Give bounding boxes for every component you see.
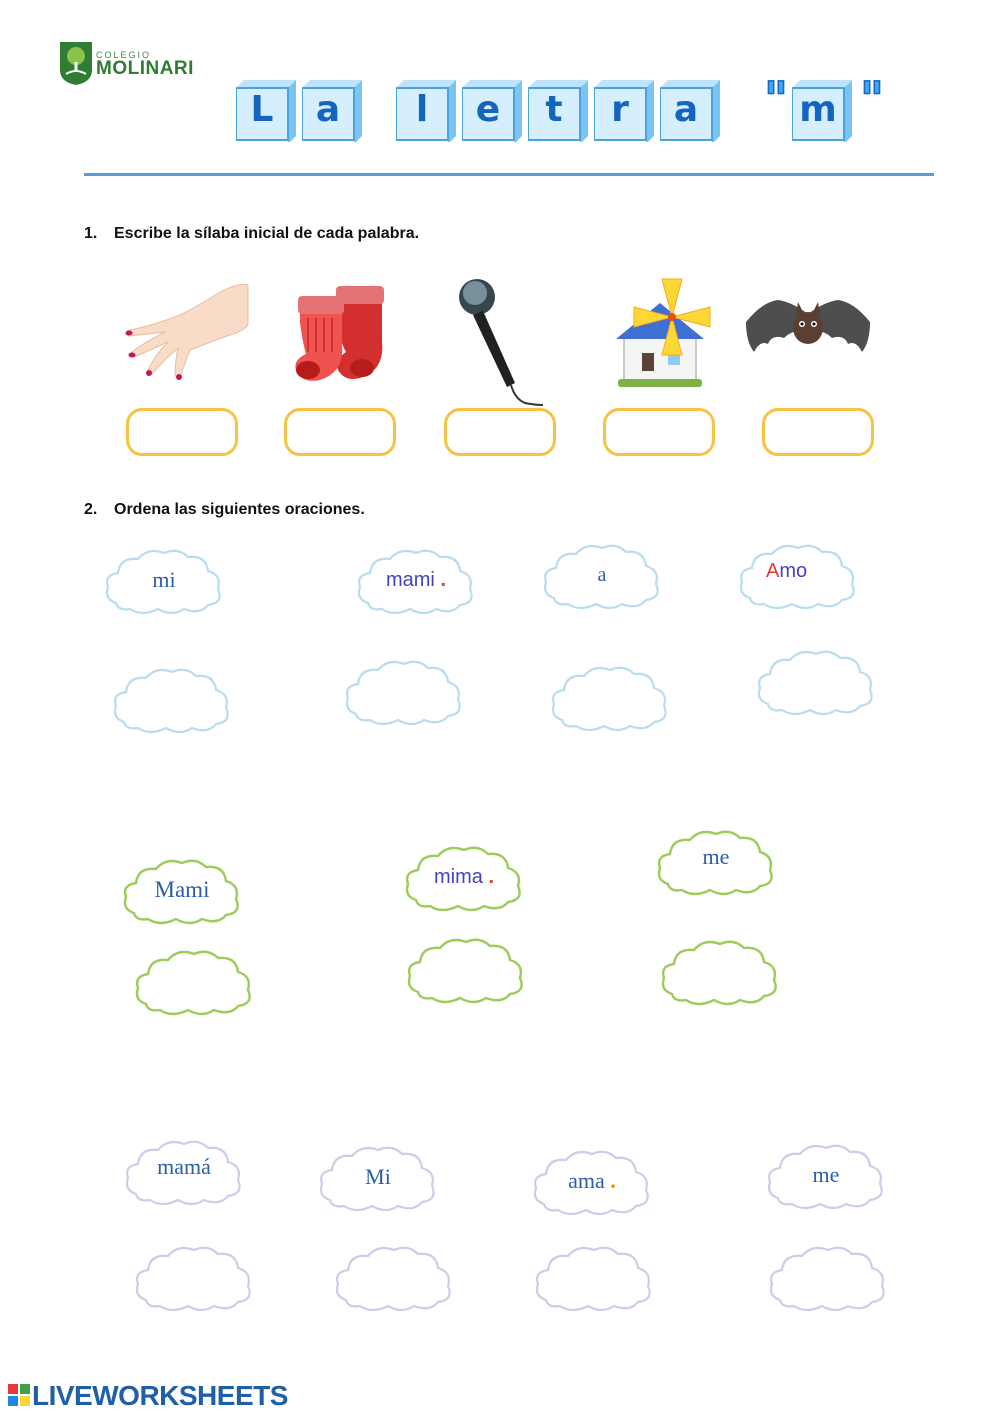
word-cloud[interactable] xyxy=(122,1136,246,1206)
title-open-quote: " xyxy=(764,72,788,126)
answer-input-1[interactable] xyxy=(126,408,238,456)
cloud-word: Mi xyxy=(365,1164,391,1189)
empty-answer-cloud[interactable] xyxy=(532,1242,656,1312)
liveworksheets-brand[interactable]: LIVEWORKSHEETS xyxy=(32,1380,288,1411)
liveworksheets-logo-icon xyxy=(8,1384,30,1411)
cloud-word: a xyxy=(597,563,607,586)
word-cloud[interactable] xyxy=(736,540,860,610)
empty-answer-cloud[interactable] xyxy=(754,646,878,716)
title-block xyxy=(236,80,292,136)
title-letter: L xyxy=(250,89,274,130)
title-letter: a xyxy=(673,89,699,130)
word-cloud[interactable] xyxy=(530,1146,654,1216)
title-letter: r xyxy=(611,89,629,130)
cloud-word: mi xyxy=(152,567,176,592)
header-divider xyxy=(84,173,934,176)
windmill-icon xyxy=(612,275,712,400)
empty-answer-cloud[interactable] xyxy=(342,656,466,726)
cloud-word: mima xyxy=(433,865,483,888)
title-close-quote: " xyxy=(860,72,884,126)
title-letter: a xyxy=(315,89,341,130)
empty-answer-cloud[interactable] xyxy=(658,936,782,1006)
answer-input-3[interactable] xyxy=(444,408,556,456)
logo-small-text: COLEGIO xyxy=(96,50,152,60)
empty-answer-cloud[interactable] xyxy=(132,1242,256,1312)
school-logo xyxy=(58,40,94,86)
cloud-word: Mami xyxy=(154,877,210,902)
page-title xyxy=(236,72,896,144)
exercise-number: 1. xyxy=(84,225,98,242)
microphone-icon xyxy=(455,275,565,415)
title-block xyxy=(462,80,518,136)
title-block xyxy=(302,80,358,136)
word-cloud[interactable] xyxy=(402,842,526,912)
cloud-word: ama xyxy=(568,1168,605,1193)
answer-input-4[interactable] xyxy=(603,408,715,456)
title-letter: e xyxy=(475,89,501,130)
title-letter: m xyxy=(799,89,837,130)
sock-icon xyxy=(290,282,395,392)
empty-answer-cloud[interactable] xyxy=(110,664,234,734)
cloud-word: me xyxy=(702,844,730,869)
empty-answer-cloud[interactable] xyxy=(132,946,256,1016)
hand-icon xyxy=(120,280,250,395)
title-block xyxy=(792,80,848,136)
exercise-number: 2. xyxy=(84,501,98,518)
bat-icon xyxy=(742,292,874,367)
exercise-2-heading xyxy=(84,501,365,519)
title-block xyxy=(594,80,650,136)
cloud-word: me xyxy=(812,1162,840,1187)
word-cloud[interactable] xyxy=(354,545,478,615)
cloud-period: . xyxy=(610,1168,616,1193)
empty-answer-cloud[interactable] xyxy=(404,934,528,1004)
title-block xyxy=(396,80,452,136)
empty-answer-cloud[interactable] xyxy=(766,1242,890,1312)
exercise-instruction: Escribe la sílaba inicial de cada palabra. xyxy=(114,225,420,242)
cloud-word: mamá xyxy=(157,1154,211,1179)
cloud-period: . xyxy=(440,568,446,591)
title-block xyxy=(660,80,716,136)
answer-input-5[interactable] xyxy=(762,408,874,456)
word-cloud[interactable] xyxy=(316,1142,440,1212)
answer-input-2[interactable] xyxy=(284,408,396,456)
exercise-1-heading xyxy=(84,225,419,243)
word-cloud[interactable] xyxy=(764,1140,888,1210)
cloud-word: mami xyxy=(385,568,435,591)
logo-big-text: MOLINARI xyxy=(96,58,194,79)
cloud-word-first-letter: A xyxy=(766,559,780,582)
word-cloud[interactable] xyxy=(120,855,244,925)
title-letter: t xyxy=(545,89,563,130)
title-block xyxy=(528,80,584,136)
word-cloud[interactable] xyxy=(654,826,778,896)
empty-answer-cloud[interactable] xyxy=(332,1242,456,1312)
word-cloud[interactable] xyxy=(540,540,664,610)
empty-answer-cloud[interactable] xyxy=(548,662,672,732)
word-cloud[interactable] xyxy=(102,545,226,615)
title-letter: l xyxy=(415,89,429,130)
cloud-word: mo xyxy=(779,559,808,582)
exercise-instruction: Ordena las siguientes oraciones. xyxy=(114,501,365,518)
cloud-period: . xyxy=(488,865,494,888)
